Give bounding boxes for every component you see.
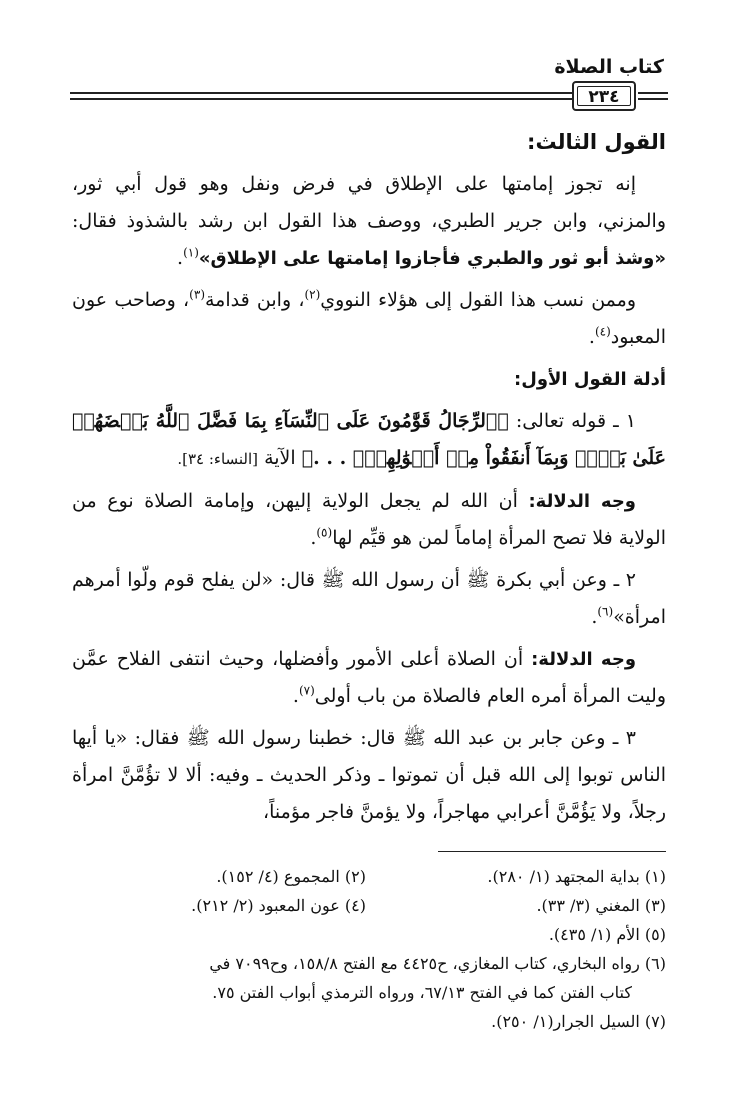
paragraph: إنه تجوز إمامتها على الإطلاق في فرض ونفل وهو قول أبي ثور، والمزني، وابن جرير الطبري، ووصف هذا القول ابن رشد بالشذوذ فقال: «وشذ أبو ثور والطبري فأجازوا إمامتها على الإطلاق»$^{(١)}$. [72, 173, 666, 269]
header-rule [638, 92, 668, 94]
page-number-frame [572, 81, 636, 111]
footnote: (٧) السيل الجرار(١/ ٢٥٠). [491, 1012, 666, 1031]
header-rule [638, 98, 668, 100]
paragraph: وجه الدلالة: أن الله لم يجعل الولاية إليهن، وإمامة الصلاة نوع من الولاية فلا تصح المرأة إماماً لمن هو قيِّم لها$^{(٥)}$. [72, 490, 666, 549]
label-evidence: وجه الدلالة: [528, 491, 636, 512]
footnote-continuation: كتاب الفتن كما في الفتح ٦٧/١٣، ورواه الترمذي أبواب الفتن ٧٥. [212, 983, 632, 1002]
evidence-item: ٣ ـ وعن جابر بن عبد الله ﷺ قال: خطبنا رسول الله ﷺ فقال: «يا أيها الناس توبوا إلى الله قبل أن تموتوا ـ وذكر الحديث ـ وفيه: ألا لا تؤُمَّنَّ امرأة رجلاً، ولا يَؤُمَّنَّ أعرابي مهاجراً، ولا يؤمنَّ فاجر مؤمناً، [72, 727, 666, 823]
footnote-ref: (٣) [189, 287, 205, 302]
quote: «وشذ أبو ثور والطبري فأجازوا إمامتها على الإطلاق» [198, 248, 666, 269]
footnote: (٦) رواه البخاري، كتاب المغازي، ح٤٤٢٥ مع الفتح ١٥٨/٨، وح٧٠٩٩ في [209, 954, 666, 973]
page-number: ٢٣٤ [588, 87, 620, 107]
footnote: (٤) عون المعبود (٢/ ٢١٢). [191, 896, 366, 915]
footnote-ref: (٧) [298, 683, 315, 698]
evidence-item: ٢ ـ وعن أبي بكرة ﷺ أن رسول الله ﷺ قال: «لن يفلح قوم ولّوا أمرهم امرأة»$^{(٦)}$. [72, 569, 666, 628]
footnotes [72, 862, 666, 1036]
footnote: (٢) المجموع (٤/ ١٥٢). [216, 867, 366, 886]
footnote: (٥) الأم (١/ ٤٣٥). [548, 925, 666, 944]
footnote-ref: (٦) [597, 604, 614, 619]
footnote-ref: (٢) [304, 287, 321, 302]
footnote-ref: (٥) [316, 525, 333, 540]
footnote: (٣) المغني (٣/ ٣٣). [536, 896, 666, 915]
paragraph: وجه الدلالة: أن الصلاة أعلى الأمور وأفضلها، وحيث انتفى الفلاح عمَّن وليت المرأة أمره العام فالصلاة من باب أولى$^{(٧)}$. [72, 648, 666, 707]
label-evidence: وجه الدلالة: [531, 649, 637, 670]
subsection-heading: أدلة القول الأول: [514, 369, 666, 390]
footnote-ref: (٤) [594, 324, 611, 339]
evidence-item: ١ ـ قوله تعالى: ﴿ٱلرِّجَالُ قَوَّٰمُونَ عَلَى ٱلنِّسَآءِ بِمَا فَضَّلَ ٱللَّهُ بَعۡضَهُمۡ عَلَىٰ بَعۡضٖ وَبِمَآ أَنفَقُواْ مِنۡ أَمۡوَٰلِهِمۡۚ . . .﴾ الآية [النساء: ٣٤]. [72, 410, 666, 469]
hadith-quote: «لن يفلح قوم ولّوا أمرهم امرأة» [72, 569, 666, 628]
main-text [72, 124, 666, 836]
hadith-quote: «يا أيها الناس توبوا إلى الله قبل أن تموتوا ـ وذكر الحديث ـ وفيه: ألا لا تؤُمَّنَّ امرأة رجلاً، ولا يَؤُمَّنَّ أعرابي مهاجراً، ولا يؤمنَّ فاجر مؤمناً، [72, 727, 666, 823]
quran-verse: ﴿ٱلرِّجَالُ قَوَّٰمُونَ عَلَى ٱلنِّسَآءِ بِمَا فَضَّلَ ٱللَّهُ بَعۡضَهُمۡ عَلَىٰ بَعۡضٖ وَبِمَآ أَنفَقُواْ مِنۡ أَمۡوَٰلِهِمۡۚ . . .﴾ [72, 410, 666, 469]
footnote-separator [438, 851, 666, 852]
header-rule [70, 98, 574, 100]
running-header-title: كتاب الصلاة [554, 56, 664, 78]
footnote: (١) بداية المجتهد (١/ ٢٨٠). [487, 867, 666, 886]
section-heading: القول الثالث: [527, 130, 666, 154]
verse-citation: [النساء: ٣٤]. [177, 450, 259, 468]
paragraph: وممن نسب هذا القول إلى هؤلاء النووي$^{(٢)}$، وابن قدامة$^{(٣)}$، وصاحب عون المعبود$^{(٤)}$. [72, 287, 666, 348]
header-rule [70, 92, 574, 94]
footnote-ref: (١) [183, 245, 199, 260]
